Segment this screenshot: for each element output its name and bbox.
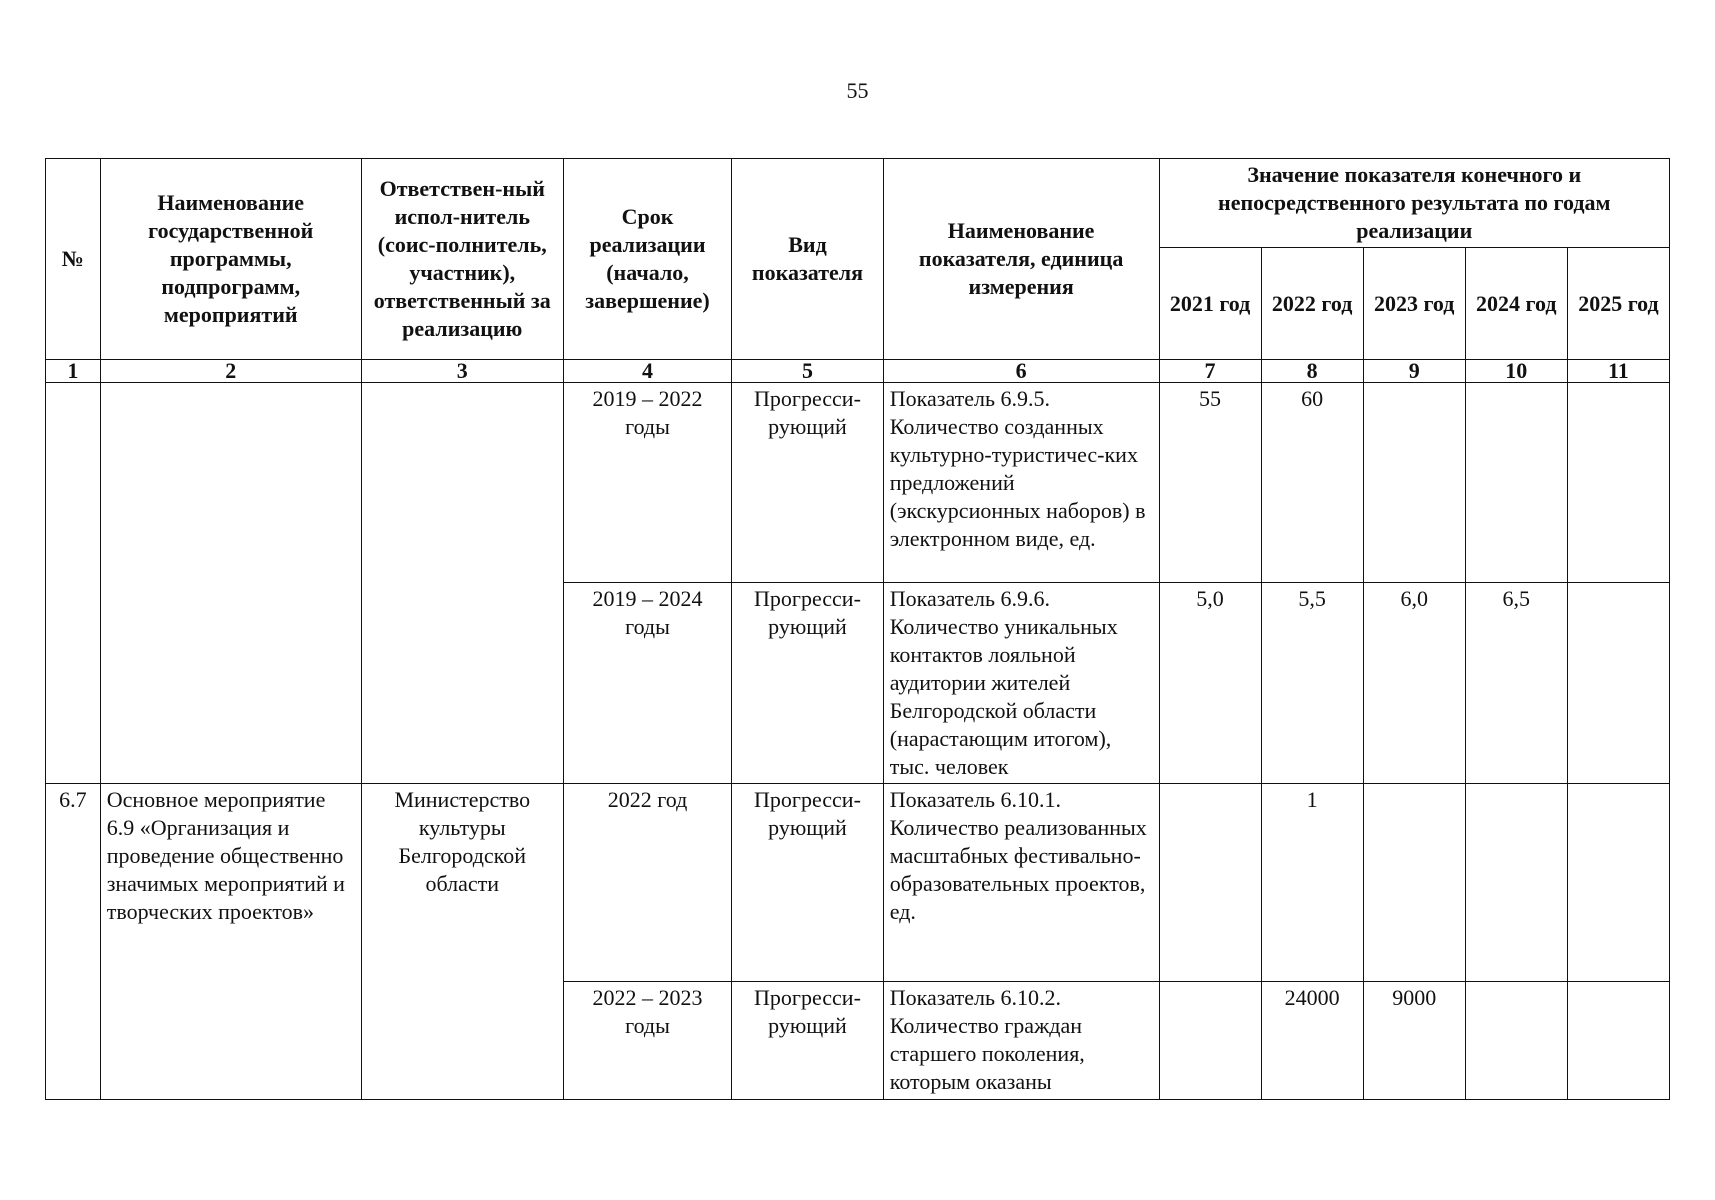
row-num: 6.7 (46, 784, 101, 1100)
row-value-2022: 5,5 (1261, 583, 1363, 784)
row-value-2022: 1 (1261, 784, 1363, 982)
row-period: 2019 – 2024 годы (563, 583, 731, 784)
row-value-2021: 5,0 (1159, 583, 1261, 784)
row-period: 2022 год (563, 784, 731, 982)
column-number-row (46, 360, 1670, 383)
row-value-2023: 6,0 (1363, 583, 1465, 784)
column-number: 4 (563, 360, 731, 383)
row-period: 2019 – 2022 годы (563, 383, 731, 583)
header-col-type: Вид показателя (732, 159, 884, 360)
row-value-2023 (1363, 784, 1465, 982)
row-value-2024 (1465, 982, 1567, 1100)
row-indicator: Показатель 6.10.2. Количество граждан старшего поколения, которым оказаны (883, 982, 1159, 1100)
row-value-2025 (1567, 583, 1669, 784)
header-values-group: Значение показателя конечного и непосредственного результата по годам реализации (1159, 159, 1670, 248)
column-number: 3 (361, 360, 563, 383)
row-indicator: Показатель 6.9.5. Количество созданных культурно-туристичес-ких предложений (экскурсионных наборов) в электронном виде, ед. (883, 383, 1159, 583)
row-value-2022: 24000 (1261, 982, 1363, 1100)
row-type: Прогресси-рующий (732, 583, 884, 784)
column-number: 5 (732, 360, 884, 383)
page-number: 55 (846, 78, 869, 103)
column-number: 8 (1261, 360, 1363, 383)
row-value-2025 (1567, 784, 1669, 982)
column-number: 2 (100, 360, 361, 383)
row-period: 2022 – 2023 годы (563, 982, 731, 1100)
row-value-2025 (1567, 383, 1669, 583)
header-col-num: № (46, 159, 101, 360)
row-indicator: Показатель 6.9.6. Количество уникальных контактов лояльной аудитории жителей Белгородской области (нарастающим итогом), тыс. человек (883, 583, 1159, 784)
row-value-2023 (1363, 383, 1465, 583)
row-value-2021: 55 (1159, 383, 1261, 583)
row-program: Основное мероприятие 6.9 «Организация и проведение общественно значимых мероприятий и творческих проектов» (100, 784, 361, 1100)
column-number: 7 (1159, 360, 1261, 383)
column-number: 1 (46, 360, 101, 383)
row-value-2024 (1465, 383, 1567, 583)
row-type: Прогресси-рующий (732, 784, 884, 982)
header-year-2024: 2024 год (1465, 248, 1567, 360)
row-type: Прогресси-рующий (732, 982, 884, 1100)
header-year-2023: 2023 год (1363, 248, 1465, 360)
header-col-program: Наименование государственной программы, подпрограмм, мероприятий (100, 159, 361, 360)
header-col-responsible: Ответствен-ный испол-нитель (соис-полнитель, участник), ответственный за реализацию (361, 159, 563, 360)
row-value-2024: 6,5 (1465, 583, 1567, 784)
row-num-cell (46, 383, 101, 784)
row-value-2021 (1159, 982, 1261, 1100)
row-responsible-cell (361, 383, 563, 784)
header-col-period: Срок реализации (начало, завершение) (563, 159, 731, 360)
row-indicator: Показатель 6.10.1. Количество реализованных масштабных фестивально-образовательных проектов, ед. (883, 784, 1159, 982)
row-value-2025 (1567, 982, 1669, 1100)
row-responsible: Министерство культуры Белгородской области (361, 784, 563, 1100)
table-row (46, 784, 1670, 982)
column-number: 11 (1567, 360, 1669, 383)
indicators-table (45, 158, 1670, 1100)
row-value-2021 (1159, 784, 1261, 982)
header-row-top (46, 159, 1670, 248)
row-type: Прогресси-рующий (732, 383, 884, 583)
header-year-2025: 2025 год (1567, 248, 1669, 360)
table-row (46, 383, 1670, 583)
column-number: 6 (883, 360, 1159, 383)
row-value-2023: 9000 (1363, 982, 1465, 1100)
column-number: 10 (1465, 360, 1567, 383)
row-value-2022: 60 (1261, 383, 1363, 583)
header-year-2022: 2022 год (1261, 248, 1363, 360)
column-number: 9 (1363, 360, 1465, 383)
row-value-2024 (1465, 784, 1567, 982)
row-program-cell (100, 383, 361, 784)
header-year-2021: 2021 год (1159, 248, 1261, 360)
header-col-indicator: Наименование показателя, единица измерения (883, 159, 1159, 360)
